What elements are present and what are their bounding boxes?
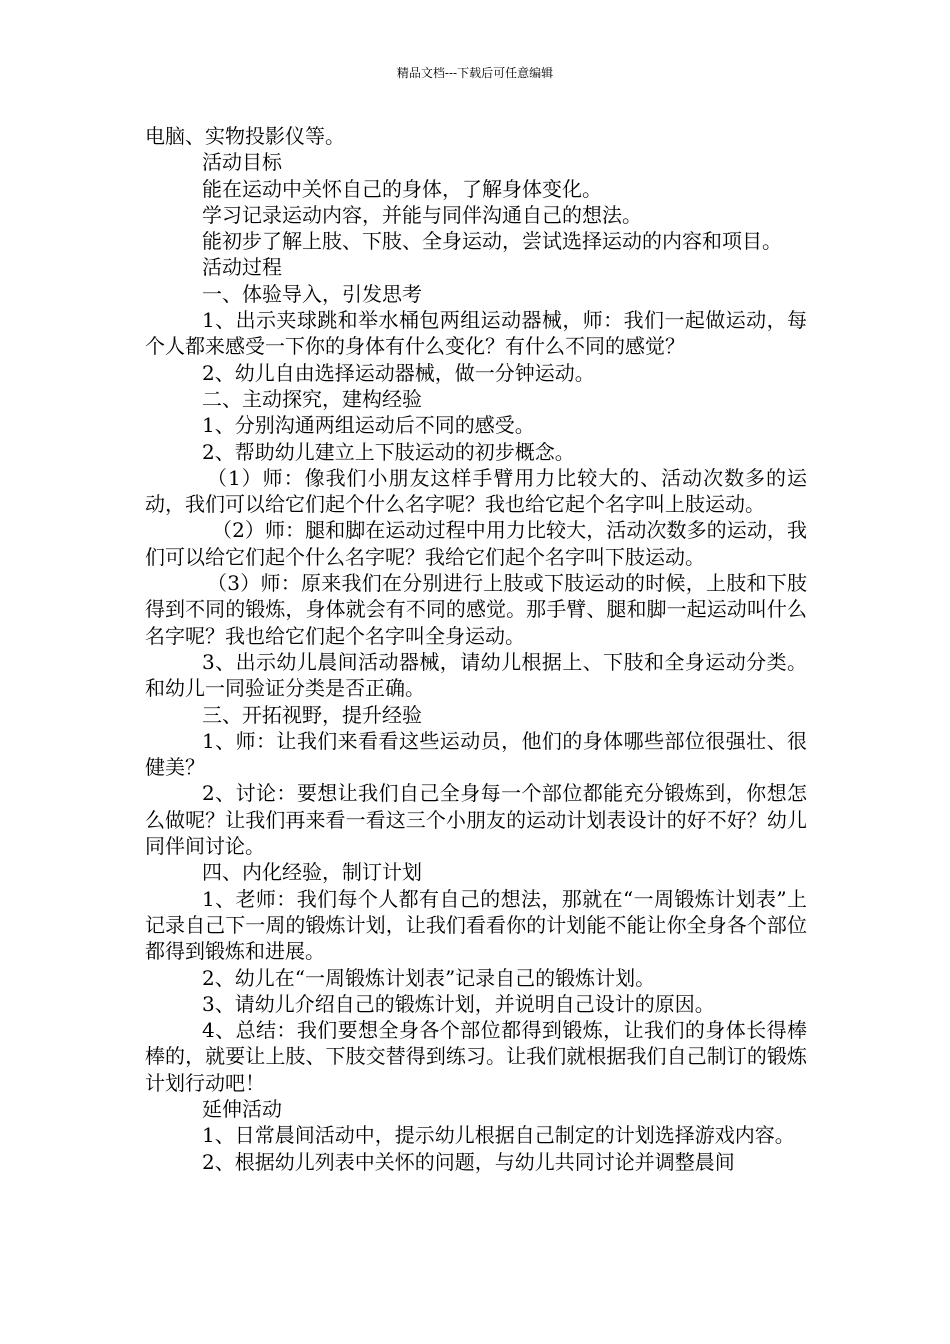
paragraph: 2、帮助幼儿建立上下肢运动的初步概念。	[202, 439, 575, 464]
paragraph: （1）师：像我们小朋友这样手臂用力比较大的、活动次数多的运动，我们可以给它们起个什么名字呢？我也给它起个名字叫上肢运动。	[145, 465, 807, 517]
paragraph: 1、老师：我们每个人都有自己的想法，那就在“一周锻炼计划表”上记录自己下一周的锻炼计划，让我们看看你的计划能不能让你全身各个部位都得到锻炼和进展。	[145, 886, 807, 964]
paragraph: 2、幼儿自由选择运动器械，做一分钟运动。	[202, 360, 595, 385]
paragraph: 电脑、实物投影仪等。	[145, 124, 345, 148]
section-heading: 活动过程	[202, 255, 282, 280]
paragraph: 2、讨论：要想让我们自己全身每一个部位都能充分锻炼到，你想怎么做呢？让我们再来看一看这三个小朋友的运动计划表设计的好不好？幼儿同伴间讨论。	[145, 781, 807, 859]
subsection-heading: 四、内化经验，制订计划	[202, 860, 422, 885]
paragraph: 1、师：让我们来看看这些运动员，他们的身体哪些部位很强壮、很健美？	[145, 728, 807, 780]
section-heading: 延伸活动	[202, 1096, 282, 1121]
subsection-heading: 三、开拓视野，提升经验	[202, 702, 422, 727]
paragraph: （3）师：原来我们在分别进行上肢或下肢运动的时候，上肢和下肢得到不同的锻炼，身体就会有不同的感觉。那手臂、腿和脚一起运动叫什么名字呢？我也给它们起个名字叫全身运动。	[145, 571, 807, 648]
paragraph: 能在运动中关怀自己的身体，了解身体变化。	[202, 176, 602, 201]
document-body	[145, 123, 807, 1175]
paragraph: 3、请幼儿介绍自己的锻炼计划，并说明自己设计的原因。	[202, 991, 715, 1016]
page-header: 精品文档---下载后可任意编辑	[396, 66, 554, 80]
subsection-heading: 一、体验导入，引发思考	[202, 281, 422, 306]
section-heading: 活动目标	[202, 150, 282, 175]
paragraph: 能初步了解上肢、下肢、全身运动，尝试选择运动的内容和项目。	[202, 229, 782, 254]
paragraph: 1、日常晨间活动中，提示幼儿根据自己制定的计划选择游戏内容。	[202, 1123, 795, 1148]
paragraph: 4、总结：我们要想全身各个部位都得到锻炼，让我们的身体长得棒棒的，就要让上肢、下肢交替得到练习。让我们就根据我们自己制订的锻炼计划行动吧！	[145, 1018, 807, 1095]
paragraph: （2）师：腿和脚在运动过程中用力比较大，活动次数多的运动，我们可以给它们起个什么名字呢？我给它们起个名字叫下肢运动。	[145, 518, 807, 569]
paragraph: 学习记录运动内容，并能与同伴沟通自己的想法。	[202, 202, 642, 227]
paragraph: 2、根据幼儿列表中关怀的问题，与幼儿共同讨论并调整晨间	[202, 1149, 735, 1174]
paragraph: 2、幼儿在“一周锻炼计划表”记录自己的锻炼计划。	[202, 965, 656, 990]
paragraph: 1、分别沟通两组运动后不同的感受。	[202, 413, 535, 438]
subsection-heading: 二、主动探究，建构经验	[202, 386, 422, 411]
paragraph: 1、出示夹球跳和举水桶包两组运动器械，师：我们一起做运动，每个人都来感受一下你的身体有什么变化？有什么不同的感觉？	[145, 308, 807, 359]
paragraph: 3、出示幼儿晨间活动器械，请幼儿根据上、下肢和全身运动分类。和幼儿一同验证分类是否正确。	[145, 649, 807, 701]
